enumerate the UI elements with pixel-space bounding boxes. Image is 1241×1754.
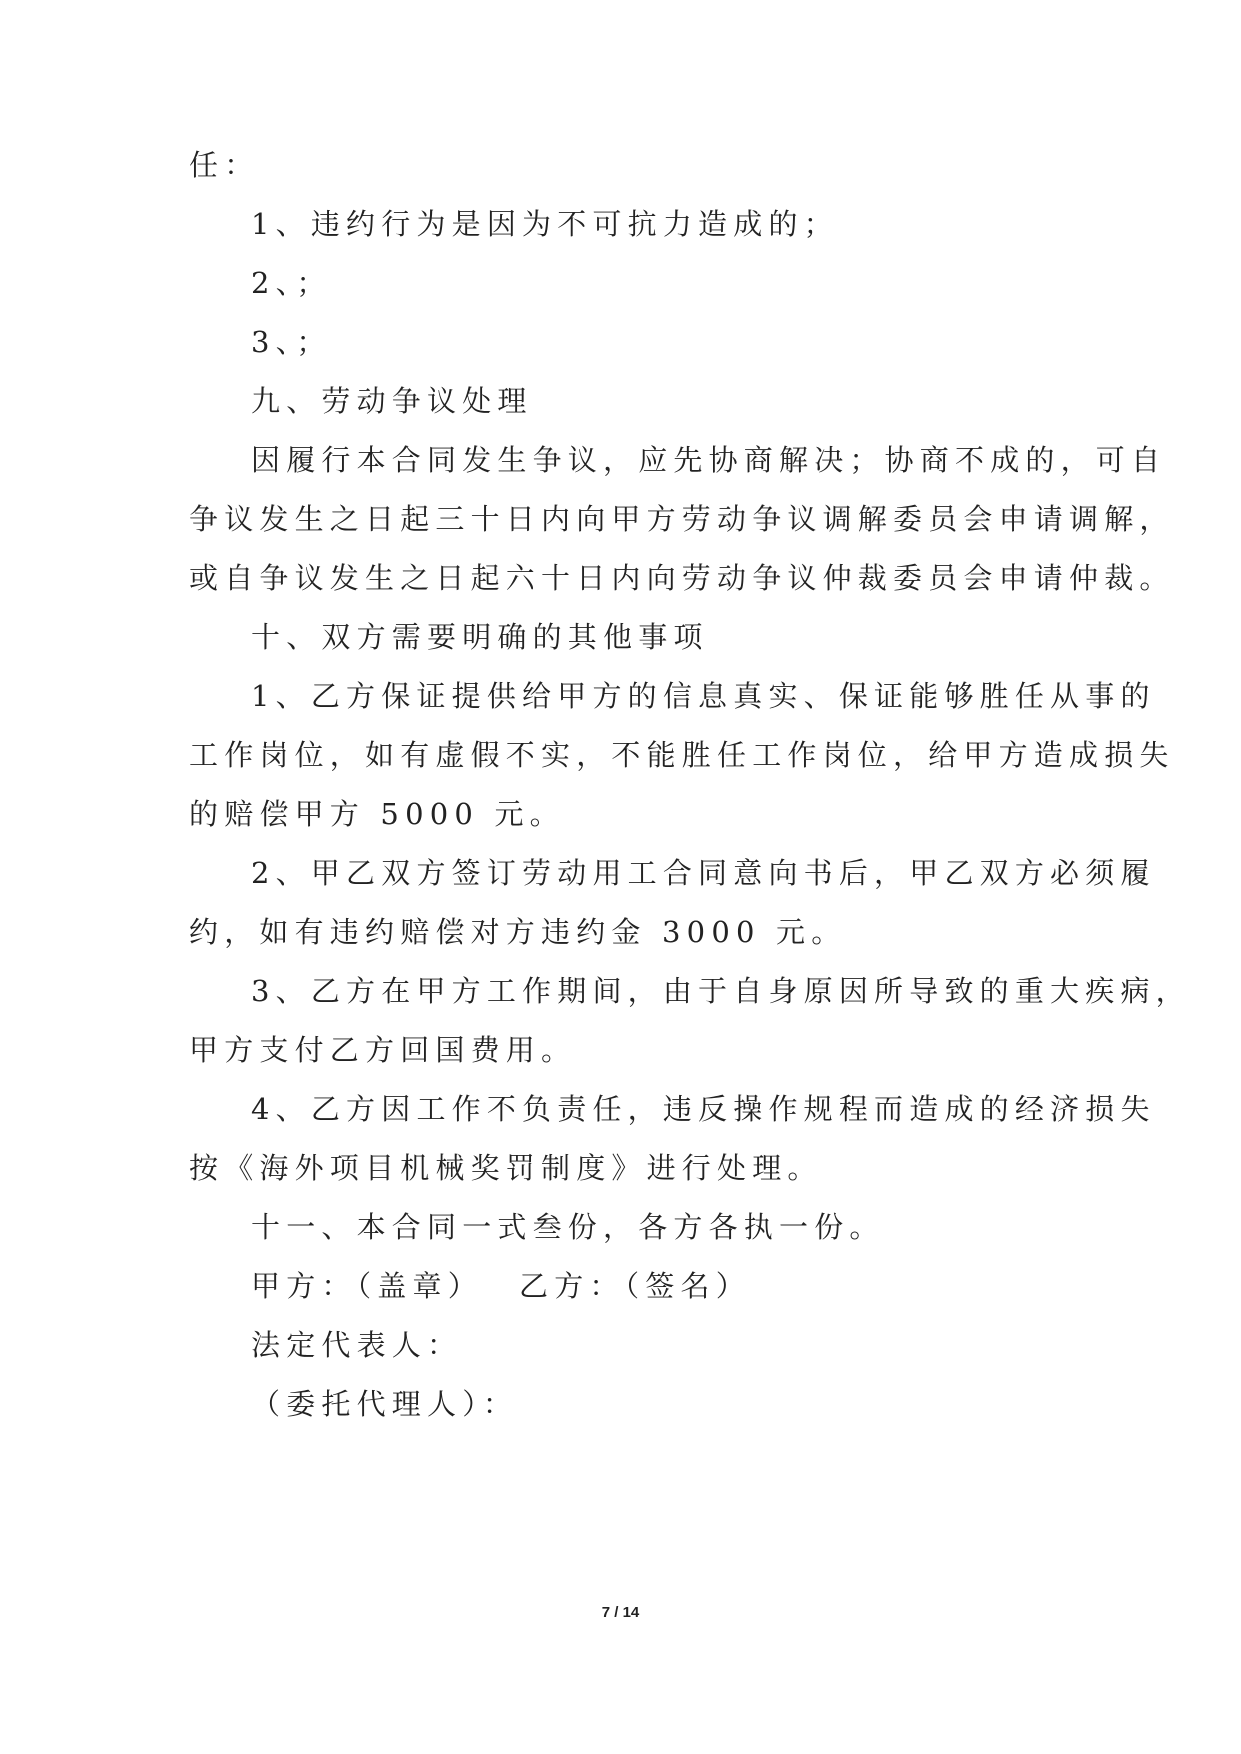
text-line-13: 2、甲乙双方签订劳动用工合同意向书后，甲乙双方必须履 (251, 856, 1156, 890)
section-heading-nine: 九、劳动争议处理 (251, 384, 533, 418)
section-heading-eleven: 十一、本合同一式叁份，各方各执一份。 (251, 1210, 885, 1244)
legal-representative-line: 法定代表人： (251, 1328, 463, 1362)
text-line-14: 约，如有违约赔偿对方违约金 3000 元。 (189, 915, 847, 949)
text-line-2: 1、违约行为是因为不可抗力造成的； (251, 207, 839, 241)
text-line-17: 4、乙方因工作不负责任，违反操作规程而造成的经济损失 (251, 1092, 1156, 1126)
text-line-6: 因履行本合同发生争议，应先协商解决；协商不成的，可自 (251, 443, 1167, 477)
text-line-11: 工作岗位，如有虚假不实，不能胜任工作岗位，给甲方造成损失 (189, 738, 1175, 772)
text-line-10: 1、乙方保证提供给甲方的信息真实、保证能够胜任从事的 (251, 679, 1156, 713)
page-number: 7 / 14 (601, 1604, 640, 1621)
authorized-agent-line: （委托代理人）： (251, 1387, 519, 1421)
text-line-18: 按《海外项目机械奖罚制度》进行处理。 (189, 1151, 823, 1185)
text-line-16: 甲方支付乙方回国费用。 (189, 1033, 577, 1067)
section-heading-ten: 十、双方需要明确的其他事项 (251, 620, 709, 654)
text-line-1: 任： (189, 148, 260, 182)
text-line-4: 3、； (251, 325, 332, 359)
signature-parties-line: 甲方：（盖章） 乙方：（签名） (251, 1269, 751, 1303)
text-line-8: 或自争议发生之日起六十日内向劳动争议仲裁委员会申请仲裁。 (189, 561, 1175, 595)
text-line-15: 3、乙方在甲方工作期间，由于自身原因所导致的重大疾病， (251, 974, 1191, 1008)
text-line-3: 2、； (251, 266, 332, 300)
text-line-7: 争议发生之日起三十日内向甲方劳动争议调解委员会申请调解， (189, 502, 1175, 536)
text-line-12: 的赔偿甲方 5000 元。 (189, 797, 565, 831)
